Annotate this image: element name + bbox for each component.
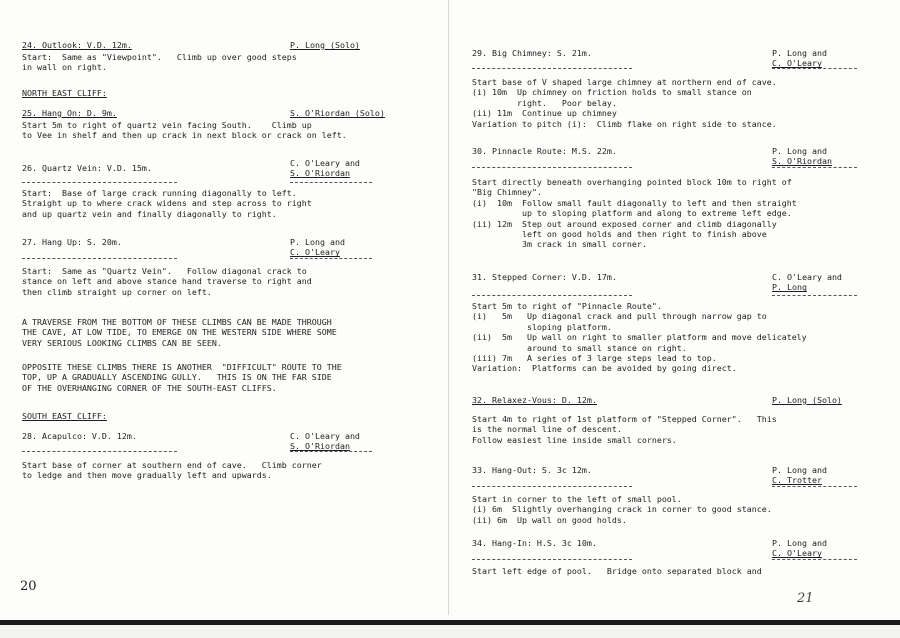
divider-rule	[772, 559, 857, 560]
divider-rule	[472, 486, 632, 487]
route-body-33: Start in corner to the left of small pool. (i) 6m Slightly overhanging crack in corner to good stance. (ii) 6m Up wall on good holds.	[472, 494, 772, 525]
divider-rule	[772, 68, 857, 69]
route-body-28: Start base of corner at southern end of cave. Climb corner to ledge and then move gradually left and upwards.	[22, 460, 322, 481]
route-authors-34: P. Long and C. O'Leary	[772, 538, 827, 559]
route-title-24: 24. Outlook: V.D. 12m.	[22, 40, 132, 50]
divider-rule	[290, 258, 372, 259]
divider-rule	[472, 559, 632, 560]
route-authors-27: P. Long and C. O'Leary	[290, 237, 345, 258]
route-title-28: 28. Acapulco: V.D. 12m.	[22, 431, 137, 441]
opposite-note: OPPOSITE THESE CLIMBS THERE IS ANOTHER "DIFFICULT" ROUTE TO THE TOP, UP A GRADUALLY ASCENDING GULLY. THIS IS ON THE FAR SIDE OF THE OVERHANGING CORNER OF THE SOUTH-EAST CLIFFS.	[22, 362, 342, 393]
traverse-note: A TRAVERSE FROM THE BOTTOM OF THESE CLIMBS CAN BE MADE THROUGH THE CAVE, AT LOW TIDE, TO EMERGE ON THE WESTERN SIDE WHERE SOME VERY SERIOUS LOOKING CLIMBS CAN BE SEEN.	[22, 317, 337, 348]
divider-rule	[22, 258, 177, 259]
route-title-30: 30. Pinnacle Route: M.S. 22m.	[472, 146, 617, 156]
route-authors-33: P. Long and C. Trotter	[772, 465, 827, 486]
route-authors-28: C. O'Leary and S. O'Riordan	[290, 431, 360, 452]
divider-rule	[472, 167, 632, 168]
route-authors-25: S. O'Riordan (Solo)	[290, 108, 385, 118]
divider-rule	[290, 182, 372, 183]
route-title-32: 32. Relaxez-Vous: D. 12m.	[472, 395, 597, 405]
route-authors-26: C. O'Leary and S. O'Riordan	[290, 158, 360, 179]
route-body-34: Start left edge of pool. Bridge onto separated block and	[472, 566, 762, 576]
route-authors-31: C. O'Leary and P. Long	[772, 272, 842, 293]
page-number-right: 21	[797, 591, 814, 606]
divider-rule	[22, 182, 177, 183]
route-body-24: Start: Same as "Viewpoint". Climb up over good steps in wall on right.	[22, 52, 297, 73]
route-authors-30: P. Long and S. O'Riordan	[772, 146, 832, 167]
route-title-29: 29. Big Chimney: S. 21m.	[472, 48, 592, 58]
route-body-31: Start 5m to right of "Pinnacle Route". (i) 5m Up diagonal crack and pull through narrow gap to sloping platform. (ii) 5m Up wall on right to smaller platform and move delicately around to small stance on right. (iii) 7m A series of 3 large steps lead to top. Variation: Platforms can be avoided by going direct.	[472, 301, 807, 374]
divider-rule	[772, 167, 857, 168]
divider-rule	[472, 68, 632, 69]
route-body-30: Start directly beneath overhanging pointed block 10m to right of "Big Chimney". (i) 10m Follow small fault diagonally to left and then straight up to sloping platform and along to extreme left edge. (ii) 12m Step out around exposed corner and climb diagonally left on good holds and then right to finish above 3m crack in small corner.	[472, 177, 797, 250]
route-body-27: Start: Same as "Quartz Vein". Follow diagonal crack to stance on left and above stance hand traverse to right and then climb straight up corner on left.	[22, 266, 312, 297]
divider-rule	[772, 486, 857, 487]
right-page	[449, 0, 900, 612]
route-title-31: 31. Stepped Corner: V.D. 17m.	[472, 272, 617, 282]
route-authors-29: P. Long and C. O'Leary	[772, 48, 827, 69]
route-authors-24: P. Long (Solo)	[290, 40, 360, 50]
route-title-33: 33. Hang-Out: S. 3c 12m.	[472, 465, 592, 475]
section-heading-north-east: NORTH EAST CLIFF:	[22, 88, 107, 98]
section-heading-south-east: SOUTH EAST CLIFF:	[22, 411, 107, 421]
divider-rule	[290, 451, 372, 452]
divider-rule	[772, 295, 857, 296]
divider-rule	[22, 451, 177, 452]
route-authors-32: P. Long (Solo)	[772, 395, 842, 405]
route-title-34: 34. Hang-In: H.S. 3c 10m.	[472, 538, 597, 548]
route-title-27: 27. Hang Up: S. 20m.	[22, 237, 122, 247]
divider-rule	[472, 295, 632, 296]
route-body-26: Start: Base of large crack running diagonally to left. Straight up to where crack widens and step across to right and up quartz vein and finally diagonally to right.	[22, 188, 312, 219]
route-title-25: 25. Hang On: D. 9m.	[22, 108, 117, 118]
route-body-32: Start 4m to right of 1st platform of "Stepped Corner". This is the normal line of descent. Follow easiest line inside small corners.	[472, 414, 777, 445]
left-page	[0, 0, 449, 612]
route-body-25: Start 5m to right of quartz vein facing South. Climb up to Vee in shelf and then up crack in next block or crack on left.	[22, 120, 347, 141]
route-body-29: Start base of V shaped large chimney at northern end of cave. (i) 10m Up chimney on friction holds to small stance on right. Poor belay. (ii) 11m Continue up chimney Variation to pitch (i): Climb flake on right side to stance.	[472, 77, 777, 129]
route-title-26: 26. Quartz Vein: V.D. 15m.	[22, 163, 152, 173]
background-strip	[0, 625, 900, 638]
page-number-left: 20	[20, 579, 37, 594]
